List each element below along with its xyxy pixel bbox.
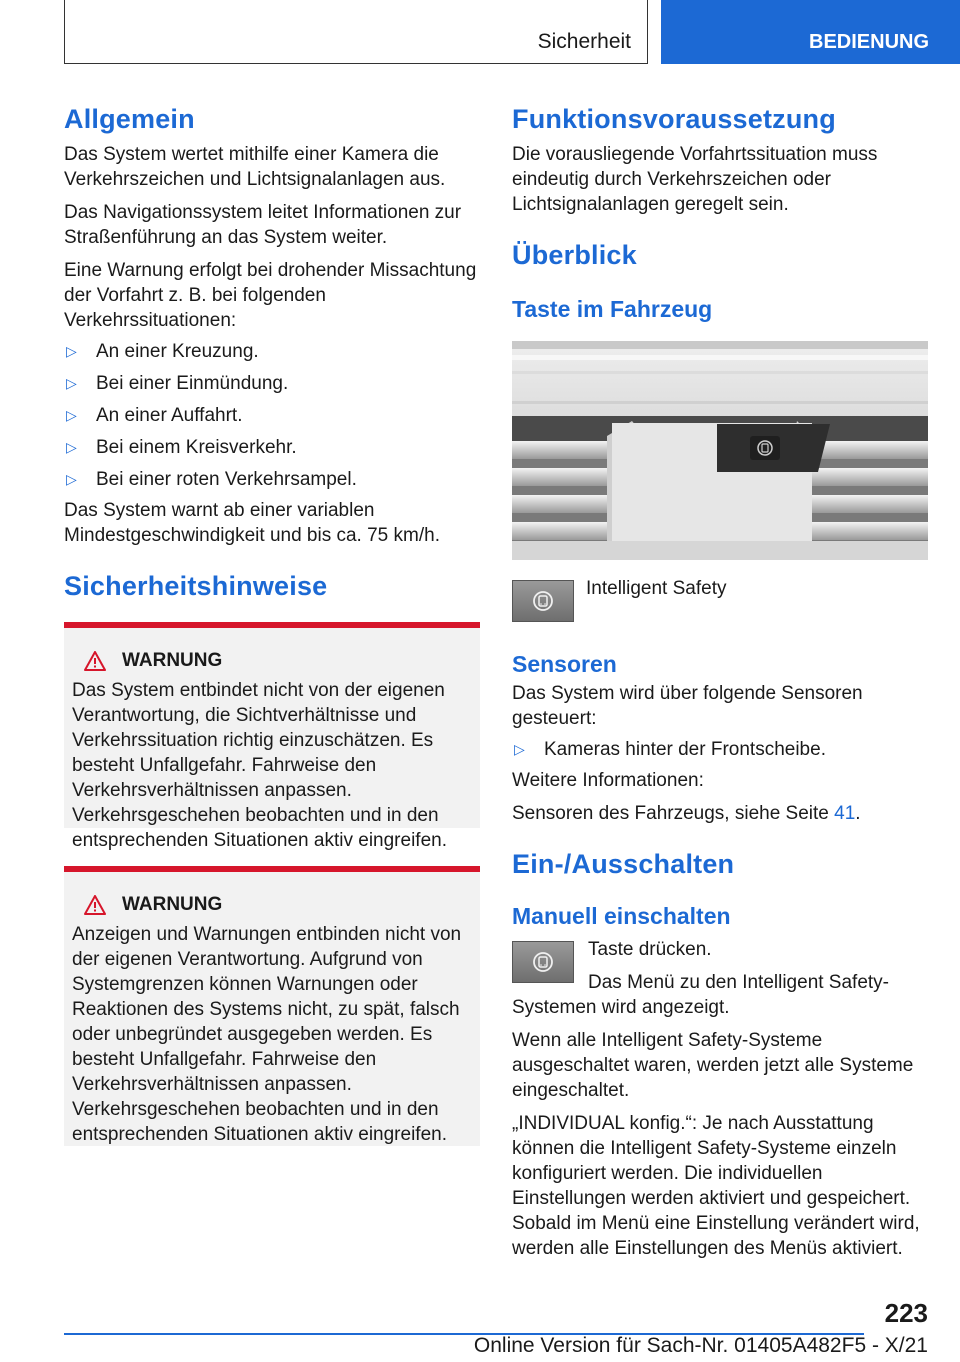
right-column <box>512 100 928 1261</box>
page-link[interactable]: 41 <box>834 803 856 824</box>
heading-sicherheitshinweise: Sicherheitshinweise <box>64 570 328 601</box>
chapter-title: BEDIENUNG <box>809 31 930 53</box>
heading-funktionsvoraussetzung: Funktionsvoraussetzung <box>512 104 836 134</box>
warning-text: Anzeigen und Warnungen entbinden nicht von der eigenen Verantwortung. Aufgrund von Systemgrenzen können Warnungen oder Reaktionen des Systems nicht, zu spät, falsch oder unbegründet ausgegeben werden. Es besteht Unfallgefahr. Fahrweise den Verkehrsverhältnissen anpassen. Verkehrsgeschehen beobachten und in den entsprechenden Situationen aktiv eingreifen. <box>72 923 462 1145</box>
list-item: ▷ Bei einer roten Verkehrsampel. <box>66 468 357 490</box>
paragraph: Wenn alle Intelligent Safety-Systeme ausgeschaltet waren, werden jetzt alle Systeme eingeschaltet. <box>512 1029 914 1101</box>
heading-ein-ausschalten: Ein-/Ausschalten <box>512 849 735 879</box>
intelligent-safety-button-icon <box>512 580 574 622</box>
bullet-triangle-icon: ▷ <box>66 342 77 359</box>
paragraph: Die vorausliegende Vorfahrtssituation muss eindeutig durch Verkehrszeichen oder Lichtsignalanlagen geregelt sein. <box>512 143 878 215</box>
bullet-triangle-icon: ▷ <box>514 741 525 757</box>
heading-sensoren: Sensoren <box>512 651 617 678</box>
list-item: ▷ Bei einer Einmündung. <box>66 372 289 394</box>
left-column <box>64 100 480 1146</box>
warning-box <box>64 866 480 1146</box>
icon-caption: Intelligent Safety <box>586 578 727 600</box>
warning-label: WARNUNG <box>122 649 223 671</box>
paragraph: Weitere Informationen: <box>512 770 704 791</box>
warning-text: Das System entbindet nicht von der eigenen Verantwortung, die Sichtverhältnisse und Verkehrssituation richtig einzuschätzen. Es besteht Unfallgefahr. Fahrweise den Verkehrsverhältnissen anpassen. Verkehrsgeschehen beobachten und in den entsprechenden Situationen aktiv eingreifen. <box>72 679 447 851</box>
bullet-triangle-icon: ▷ <box>66 374 77 391</box>
paragraph: Sensoren des Fahrzeugs, siehe Seite 41. <box>512 803 861 824</box>
warning-triangle-icon <box>84 651 106 671</box>
paragraph: Eine Warnung erfolgt bei drohender Missachtung der Vorfahrt z. B. bei folgenden Verkehrssituationen: <box>64 259 477 331</box>
manual-on-block <box>512 937 928 1020</box>
paragraph: „INDIVIDUAL konfig.“: Je nach Ausstattung können die Intelligent Safety-Systeme einzeln konfiguriert werden. Die individuellen Einstellungen werden aktiviert und gespeichert. Sobald im Menü eine Einstellung verändert wird, werden alle Einstellungen des Menüs aktiviert. <box>512 1112 920 1259</box>
bullet-triangle-icon: ▷ <box>66 470 77 487</box>
warning-box <box>64 622 480 851</box>
paragraph: Das Navigationssystem leitet Informationen zur Straßenführung an das System weiter. <box>64 201 462 248</box>
section-title: Sicherheit <box>537 30 631 53</box>
bullet-list <box>64 339 480 492</box>
heading-manuell-einschalten: Manuell einschalten <box>512 902 731 929</box>
bullet-triangle-icon: ▷ <box>66 406 77 423</box>
paragraph: Taste drücken. <box>588 938 712 960</box>
paragraph: Das System wertet mithilfe einer Kamera die Verkehrszeichen und Lichtsignalanlagen aus. <box>64 143 446 190</box>
heading-ueberblick: Überblick <box>512 239 637 270</box>
warning-triangle-icon <box>84 895 106 915</box>
heading-allgemein: Allgemein <box>64 104 195 134</box>
dashboard-image <box>512 341 928 560</box>
paragraph: Das System warnt ab einer variablen Mindestgeschwindigkeit und bis ca. 75 km/h. <box>64 499 440 546</box>
bullet-triangle-icon: ▷ <box>66 438 77 455</box>
header-box <box>64 0 648 64</box>
footer-text: Online Version für Sach-Nr. 01405A482F5 - X/21 <box>473 1334 928 1357</box>
list-item: ▷ Kameras hinter der Frontscheibe. <box>514 739 826 760</box>
warning-label: WARNUNG <box>122 893 223 915</box>
vehicle-button-photo <box>512 341 928 560</box>
chapter-tab <box>661 0 960 64</box>
icon-caption-row <box>512 580 928 622</box>
paragraph: Das System wird über folgende Sensoren gesteuert: <box>512 683 863 729</box>
paragraph: Das Menü zu den Intelligent Safety-Systemen wird angezeigt. <box>512 971 890 1018</box>
intelligent-safety-button-icon <box>512 941 574 983</box>
heading-taste-im-fahrzeug: Taste im Fahrzeug <box>512 295 713 322</box>
list-item: ▷ An einer Auffahrt. <box>66 404 243 426</box>
list-item: ▷ Bei einem Kreisverkehr. <box>66 436 297 458</box>
page-number: 223 <box>884 1298 928 1328</box>
list-item: ▷ An einer Kreuzung. <box>66 340 259 362</box>
